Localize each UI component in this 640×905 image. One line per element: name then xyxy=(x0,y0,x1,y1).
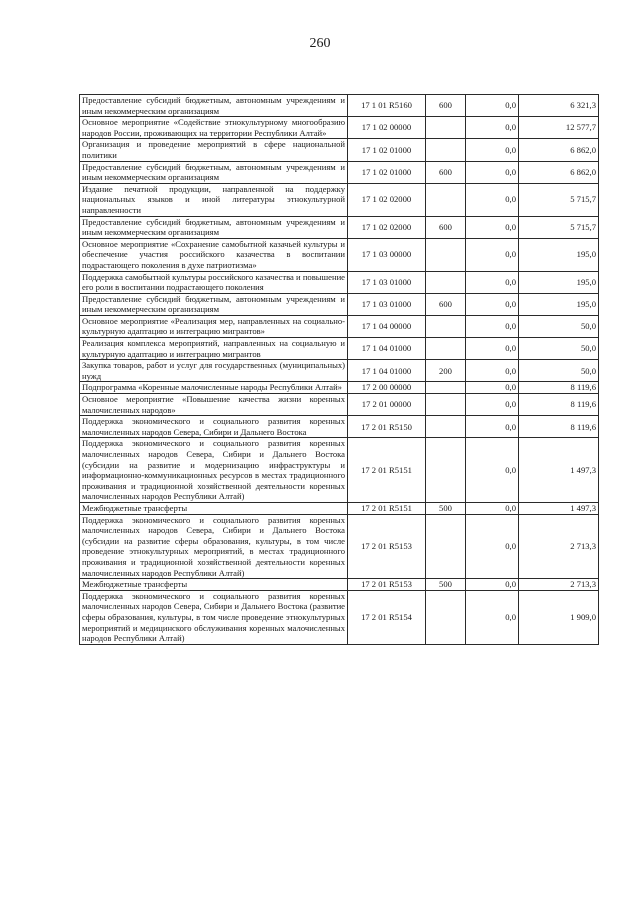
row-amount-2: 195,0 xyxy=(519,271,599,293)
table-row xyxy=(80,514,599,579)
row-target-code: 17 2 01 R5151 xyxy=(348,438,426,503)
row-description: Поддержка экономического и социального развития коренных малочисленных народов Севера, Сибири и Дальнего Востока (субсидии на развитие и модернизацию инфраструктуры и информационно-коммуникационных ресурсов в местах традиционного проживания и традиционной хозяйственной деятельности коренных малочисленных народов Республики Алтай) xyxy=(80,438,348,503)
row-description: Основное мероприятие «Сохранение самобытной казачьей культуры и обеспечение участия российского казачества в воспитании подрастающего поколения в духе патриотизма» xyxy=(80,238,348,271)
row-amount-2: 6 862,0 xyxy=(519,139,599,161)
row-amount-1: 0,0 xyxy=(466,271,519,293)
row-amount-1: 0,0 xyxy=(466,382,519,394)
row-expense-type: 500 xyxy=(426,579,466,591)
row-amount-1: 0,0 xyxy=(466,360,519,382)
row-target-code: 17 1 03 01000 xyxy=(348,293,426,315)
table-row xyxy=(80,95,599,117)
row-description: Предоставление субсидий бюджетным, автономным учреждениям и иным некоммерческим организациям xyxy=(80,95,348,117)
row-amount-1: 0,0 xyxy=(466,502,519,514)
row-description: Закупка товаров, работ и услуг для государственных (муниципальных) нужд xyxy=(80,360,348,382)
row-description: Издание печатной продукции, направленной на поддержку национальных языков и иной литературы этнокультурной направленности xyxy=(80,183,348,216)
row-expense-type: 600 xyxy=(426,95,466,117)
row-target-code: 17 1 02 00000 xyxy=(348,117,426,139)
table-row xyxy=(80,183,599,216)
row-amount-1: 0,0 xyxy=(466,293,519,315)
row-amount-2: 8 119,6 xyxy=(519,416,599,438)
row-amount-2: 12 577,7 xyxy=(519,117,599,139)
table-row xyxy=(80,438,599,503)
budget-table-body xyxy=(80,95,599,645)
table-row xyxy=(80,382,599,394)
row-amount-2: 6 862,0 xyxy=(519,161,599,183)
table-row xyxy=(80,315,599,337)
row-target-code: 17 1 02 01000 xyxy=(348,161,426,183)
table-row xyxy=(80,139,599,161)
row-target-code: 17 1 02 02000 xyxy=(348,216,426,238)
row-target-code: 17 2 01 R5151 xyxy=(348,502,426,514)
row-description: Межбюджетные трансферты xyxy=(80,502,348,514)
table-row xyxy=(80,394,599,416)
table-row xyxy=(80,590,599,644)
budget-table xyxy=(79,94,599,645)
row-expense-type xyxy=(426,338,466,360)
row-expense-type: 600 xyxy=(426,161,466,183)
row-description: Поддержка экономического и социального развития коренных малочисленных народов Севера, Сибири и Дальнего Востока (субсидии на развитие сферы образования, культуры, в том числе проведение этнокультурных мероприятий, в местах традиционного проживания и традиционной хозяйственной деятельности коренных малочисленных народов Республики Алтай) xyxy=(80,514,348,579)
row-description: Поддержка экономического и социального развития коренных малочисленных народов Севера, Сибири и Дальнего Востока (развитие сферы образования, культуры, в том числе проведение этнокультурных мероприятий и медицинского обслуживания коренных малочисленных народов Республики Алтай) xyxy=(80,590,348,644)
row-target-code: 17 1 04 01000 xyxy=(348,338,426,360)
row-description: Межбюджетные трансферты xyxy=(80,579,348,591)
table-row xyxy=(80,271,599,293)
row-amount-1: 0,0 xyxy=(466,438,519,503)
table-row xyxy=(80,161,599,183)
row-description: Основное мероприятие «Содействие этнокультурному многообразию народов России, проживающих на территории Республики Алтай» xyxy=(80,117,348,139)
page-number: 260 xyxy=(309,36,331,51)
row-expense-type xyxy=(426,416,466,438)
table-row xyxy=(80,293,599,315)
row-description: Поддержка экономического и социального развития коренных малочисленных народов Севера, Сибири и Дальнего Востока xyxy=(80,416,348,438)
row-expense-type xyxy=(426,382,466,394)
row-target-code: 17 2 00 00000 xyxy=(348,382,426,394)
row-expense-type xyxy=(426,238,466,271)
row-amount-1: 0,0 xyxy=(466,590,519,644)
row-amount-2: 195,0 xyxy=(519,293,599,315)
row-amount-2: 1 909,0 xyxy=(519,590,599,644)
row-amount-1: 0,0 xyxy=(466,139,519,161)
row-amount-1: 0,0 xyxy=(466,338,519,360)
row-amount-2: 5 715,7 xyxy=(519,216,599,238)
row-expense-type xyxy=(426,394,466,416)
row-description: Основное мероприятие «Повышение качества жизни коренных малочисленных народов» xyxy=(80,394,348,416)
row-amount-2: 1 497,3 xyxy=(519,502,599,514)
row-amount-1: 0,0 xyxy=(466,315,519,337)
row-amount-2: 8 119,6 xyxy=(519,394,599,416)
row-amount-2: 5 715,7 xyxy=(519,183,599,216)
row-target-code: 17 2 01 R5153 xyxy=(348,579,426,591)
row-target-code: 17 2 01 R5153 xyxy=(348,514,426,579)
row-amount-2: 2 713,3 xyxy=(519,514,599,579)
row-amount-2: 50,0 xyxy=(519,315,599,337)
table-row xyxy=(80,338,599,360)
row-description: Поддержка самобытной культуры российского казачества и повышение его роли в воспитании подрастающего поколения xyxy=(80,271,348,293)
row-target-code: 17 2 01 R5150 xyxy=(348,416,426,438)
table-row xyxy=(80,579,599,591)
row-target-code: 17 1 01 R5160 xyxy=(348,95,426,117)
row-target-code: 17 1 03 01000 xyxy=(348,271,426,293)
row-target-code: 17 2 01 R5154 xyxy=(348,590,426,644)
row-expense-type: 600 xyxy=(426,216,466,238)
row-expense-type: 500 xyxy=(426,502,466,514)
row-amount-1: 0,0 xyxy=(466,579,519,591)
table-row xyxy=(80,502,599,514)
table-row xyxy=(80,117,599,139)
row-amount-1: 0,0 xyxy=(466,238,519,271)
row-amount-2: 50,0 xyxy=(519,360,599,382)
row-expense-type: 600 xyxy=(426,293,466,315)
row-amount-2: 50,0 xyxy=(519,338,599,360)
row-expense-type xyxy=(426,514,466,579)
row-amount-1: 0,0 xyxy=(466,161,519,183)
row-amount-2: 2 713,3 xyxy=(519,579,599,591)
row-target-code: 17 1 04 00000 xyxy=(348,315,426,337)
row-amount-1: 0,0 xyxy=(466,514,519,579)
row-expense-type: 200 xyxy=(426,360,466,382)
row-target-code: 17 1 02 01000 xyxy=(348,139,426,161)
row-expense-type xyxy=(426,117,466,139)
row-amount-2: 8 119,6 xyxy=(519,382,599,394)
row-amount-1: 0,0 xyxy=(466,216,519,238)
row-amount-2: 6 321,3 xyxy=(519,95,599,117)
table-row xyxy=(80,416,599,438)
row-target-code: 17 1 04 01000 xyxy=(348,360,426,382)
row-expense-type xyxy=(426,590,466,644)
row-target-code: 17 1 03 00000 xyxy=(348,238,426,271)
row-expense-type xyxy=(426,271,466,293)
row-description: Организация и проведение мероприятий в сфере национальной политики xyxy=(80,139,348,161)
row-description: Подпрограмма «Коренные малочисленные народы Республики Алтай» xyxy=(80,382,348,394)
row-amount-1: 0,0 xyxy=(466,117,519,139)
row-expense-type xyxy=(426,438,466,503)
row-amount-1: 0,0 xyxy=(466,416,519,438)
row-amount-2: 195,0 xyxy=(519,238,599,271)
table-row xyxy=(80,360,599,382)
row-expense-type xyxy=(426,183,466,216)
row-description: Реализация комплекса мероприятий, направленных на социальную и культурную адаптацию и интеграцию мигрантов xyxy=(80,338,348,360)
table-row xyxy=(80,238,599,271)
table-row xyxy=(80,216,599,238)
row-amount-1: 0,0 xyxy=(466,183,519,216)
row-target-code: 17 2 01 00000 xyxy=(348,394,426,416)
row-amount-1: 0,0 xyxy=(466,394,519,416)
row-description: Основное мероприятие «Реализация мер, направленных на социально-культурную адаптацию и интеграцию мигрантов» xyxy=(80,315,348,337)
row-target-code: 17 1 02 02000 xyxy=(348,183,426,216)
row-description: Предоставление субсидий бюджетным, автономным учреждениям и иным некоммерческим организациям xyxy=(80,161,348,183)
row-amount-2: 1 497,3 xyxy=(519,438,599,503)
row-expense-type xyxy=(426,315,466,337)
row-amount-1: 0,0 xyxy=(466,95,519,117)
row-description: Предоставление субсидий бюджетным, автономным учреждениям и иным некоммерческим организациям xyxy=(80,216,348,238)
row-expense-type xyxy=(426,139,466,161)
row-description: Предоставление субсидий бюджетным, автономным учреждениям и иным некоммерческим организациям xyxy=(80,293,348,315)
